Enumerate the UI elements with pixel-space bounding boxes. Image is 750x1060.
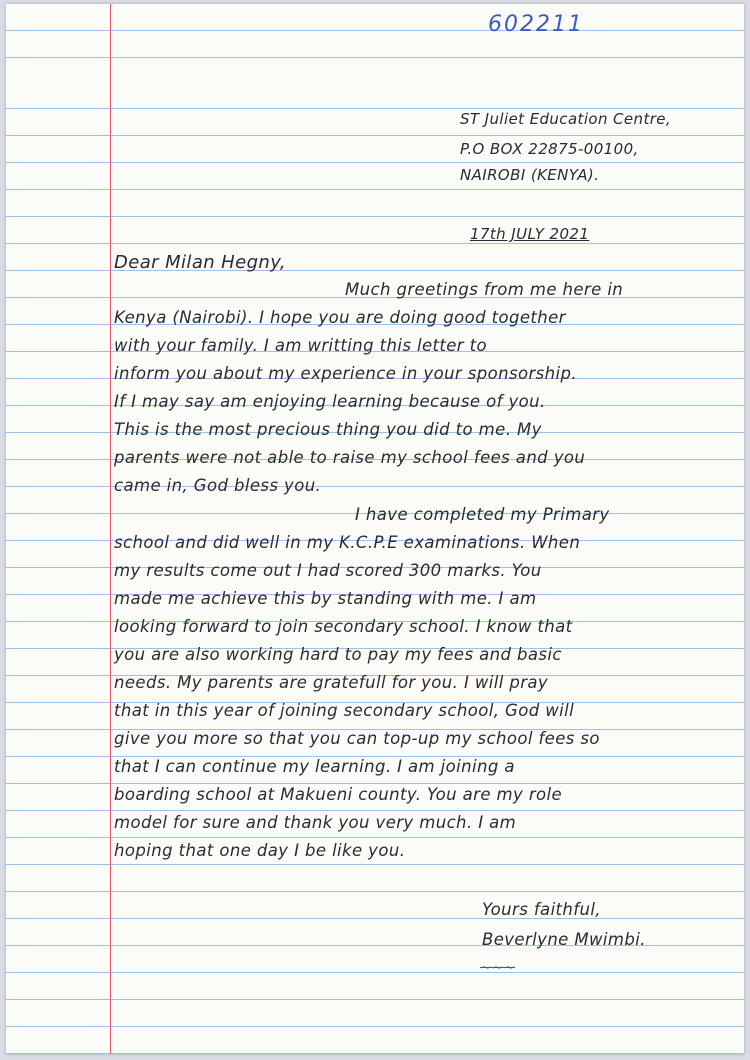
body-line: hoping that one day I be like you.	[114, 841, 406, 860]
body-line: boarding school at Makueni county. You are my role	[114, 785, 563, 804]
address-line-2: P.O BOX 22875-00100,	[460, 140, 639, 158]
body-line: If I may say am enjoying learning because of you.	[114, 392, 546, 411]
salutation: Dear Milan Hegny,	[114, 252, 286, 273]
letter-date: 17th JULY 2021	[470, 225, 590, 243]
body-line: that I can continue my learning. I am joining a	[114, 757, 515, 776]
body-line: made me achieve this by standing with me. I am	[114, 589, 537, 608]
body-line: parents were not able to raise my school fees and you	[114, 448, 586, 467]
signature-name: Beverlyne Mwimbi.	[482, 930, 646, 949]
body-line: school and did well in my K.C.P.E examinations. When	[114, 533, 581, 552]
body-line: looking forward to join secondary school. I know that	[114, 617, 573, 636]
body-line: model for sure and thank you very much. I am	[114, 813, 517, 832]
body-line: with your family. I am writting this letter to	[114, 336, 488, 355]
body-line: you are also working hard to pay my fees and basic	[114, 645, 562, 664]
reference-number: 602211	[488, 12, 584, 37]
body-line: my results come out I had scored 300 marks. You	[114, 561, 542, 580]
signature-scribble: ~~~	[480, 960, 516, 976]
address-line-1: ST Juliet Education Centre,	[460, 110, 672, 128]
closing: Yours faithful,	[482, 900, 601, 919]
body-line: needs. My parents are gratefull for you. I will pray	[114, 673, 549, 692]
body-line: inform you about my experience in your sponsorship.	[114, 364, 578, 383]
body-line: came in, God bless you.	[114, 476, 322, 495]
body-line: This is the most precious thing you did to me. My	[114, 420, 542, 439]
margin-rule	[110, 4, 111, 1054]
body-line: I have completed my Primary	[355, 505, 610, 524]
letter-page	[6, 4, 744, 1054]
body-line: give you more so that you can top-up my school fees so	[114, 729, 600, 748]
address-line-3: NAIROBI (KENYA).	[460, 166, 600, 184]
body-line: Much greetings from me here in	[345, 280, 624, 299]
body-line: Kenya (Nairobi). I hope you are doing good together	[114, 308, 566, 327]
body-line: that in this year of joining secondary school, God will	[114, 701, 575, 720]
